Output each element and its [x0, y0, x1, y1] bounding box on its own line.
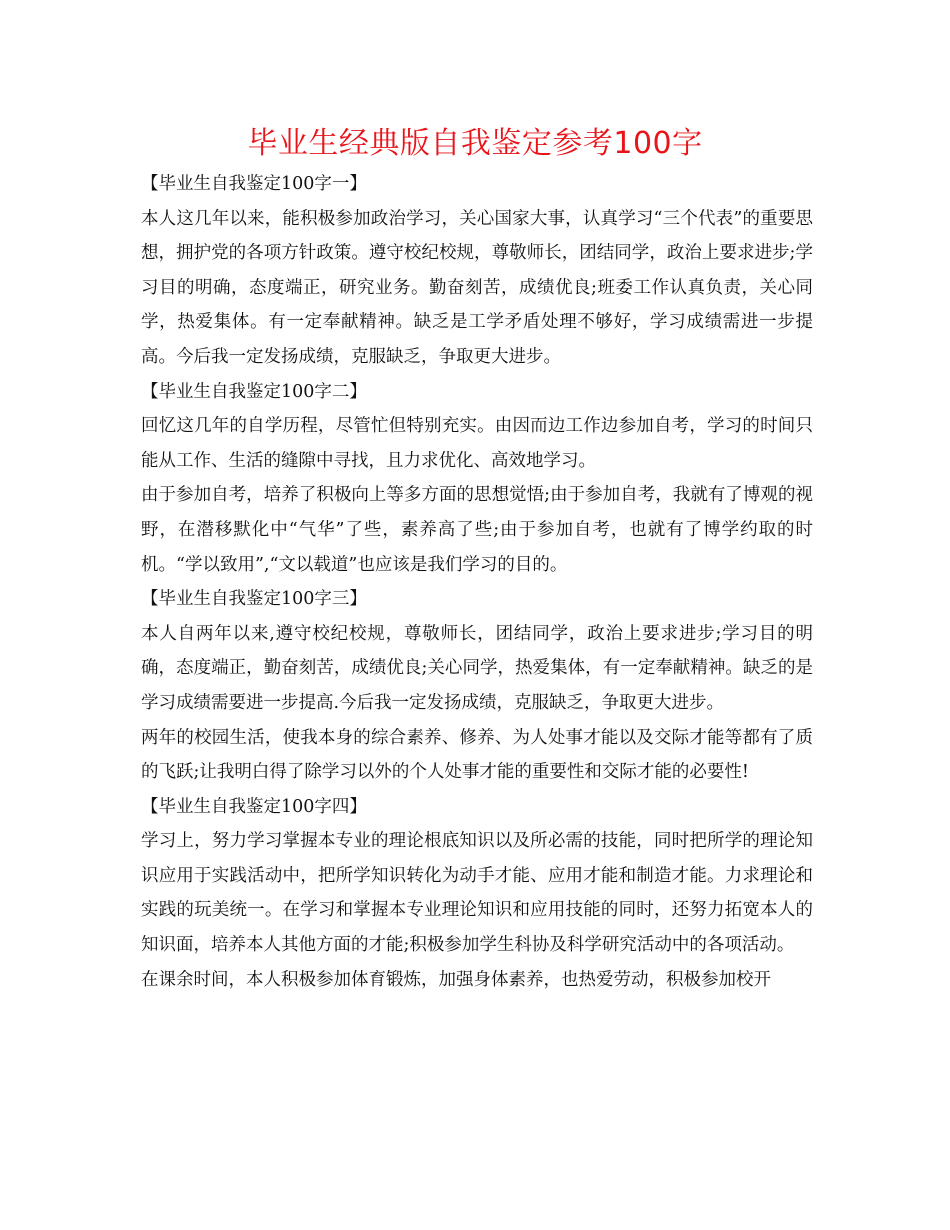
document-body [141, 167, 813, 997]
paragraph: 两年的校园生活，使我本身的综合素养、修养、为人处事才能以及交际才能等都有了质的飞跃;让我明白得了除学习以外的个人处事才能的重要性和交际才能的必要性! [141, 727, 813, 783]
paragraph: 本人这几年以来，能积极参加政治学习，关心国家大事，认真学习“三个代表”的重要思想，拥护党的各项方针政策。遵守校纪校规，尊敬师长，团结同学，政治上要求进步;学习目的明确，态度端正，研究业务。勤奋刻苦，成绩优良;班委工作认真负责，关心同学，热爱集体。有一定奉献精神。缺乏是工学矛盾处理不够好，学习成绩需进一步提高。今后我一定发扬成绩，克服缺乏，争取更大进步。 [141, 208, 813, 367]
section-heading-3: 【毕业生自我鉴定100字三】 [141, 589, 367, 610]
section-heading-4: 【毕业生自我鉴定100字四】 [141, 796, 367, 817]
paragraph: 本人自两年以来,遵守校纪校规，尊敬师长，团结同学，政治上要求进步;学习目的明确，态度端正，勤奋刻苦，成绩优良;关心同学，热爱集体，有一定奉献精神。缺乏的是学习成绩需要进一步提高.今后我一定发扬成绩，克服缺乏，争取更大进步。 [141, 623, 813, 713]
paragraph: 在课余时间，本人积极参加体育锻炼，加强身体素养，也热爱劳动，积极参加校开 [141, 969, 771, 990]
paragraph: 由于参加自考，培养了积极向上等多方面的思想觉悟;由于参加自考，我就有了博观的视野，在潜移默化中“气华”了些，素养高了些;由于参加自考，也就有了博学约取的时机。“学以致用”,“文以载道”也应该是我们学习的目的。 [141, 485, 813, 575]
paragraph: 回忆这几年的自学历程，尽管忙但特别充实。由因而边工作边参加自考，学习的时间只能从工作、生活的缝隙中寻找，且力求优化、高效地学习。 [141, 416, 813, 471]
section-heading-2: 【毕业生自我鉴定100字二】 [141, 381, 367, 402]
section-heading-1: 【毕业生自我鉴定100字一】 [141, 174, 367, 194]
document-title: 毕业生经典版自我鉴定参考100字 [247, 126, 703, 161]
paragraph: 学习上，努力学习掌握本专业的理论根底知识以及所必需的技能，同时把所学的理论知识应用于实践活动中，把所学知识转化为动手才能、应用才能和制造才能。力求理论和实践的玩美统一。在学习和掌握本专业理论知识和应用技能的同时，还努力拓宽本人的知识面，培养本人其他方面的才能;积极参加学生科协及科学研究活动中的各项活动。 [141, 831, 813, 956]
